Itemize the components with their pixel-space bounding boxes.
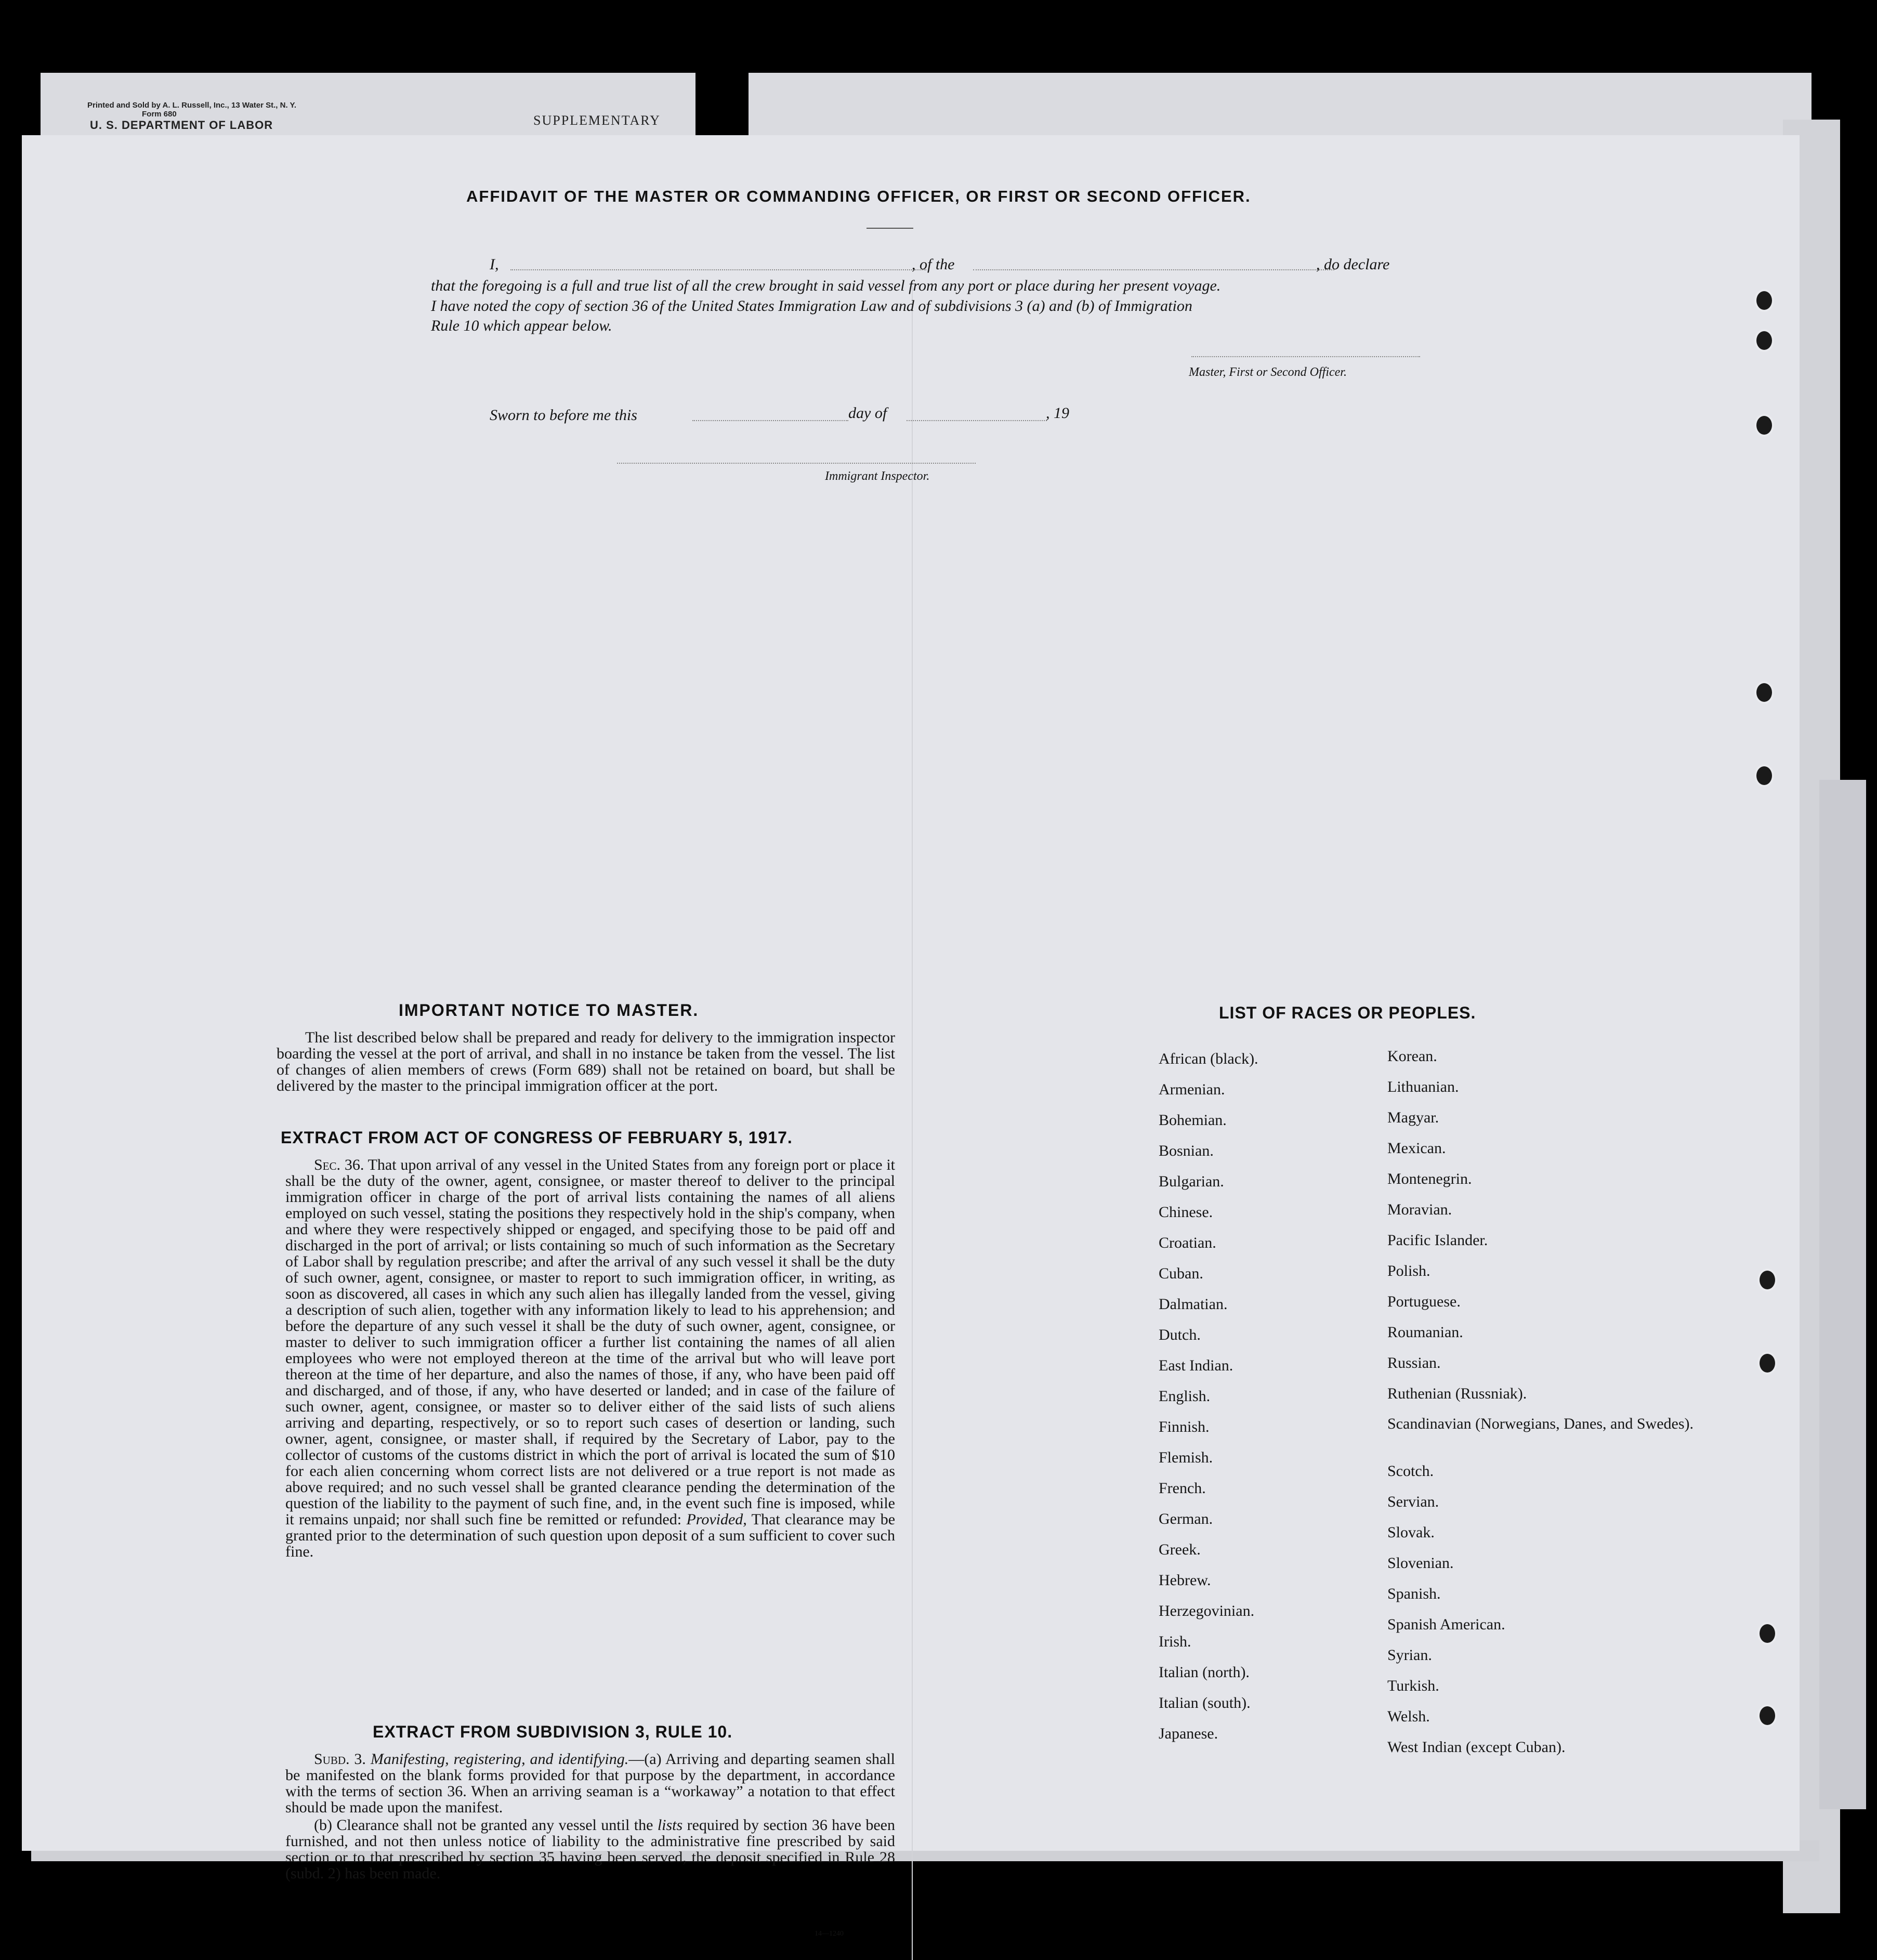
sworn-day-of: day of [848,404,887,422]
proviso-text: That clearance may be granted prior to the determination of such question upon deposit of a sum sufficient to cover such fine. [285,1511,896,1560]
races-left-column [1159,1050,1367,1756]
race-item: Bulgarian. [1159,1173,1224,1190]
page-fold [912,286,913,1960]
printer-line: Printed and Sold by A. L. Russell, Inc., 13 Water St., N. Y. [87,101,297,110]
act-text [285,1157,895,1560]
punch-hole [1754,289,1774,312]
punch-hole [1757,1269,1777,1291]
race-item: Ruthenian (Russniak). [1387,1385,1527,1402]
subd-para-b-start: (b) Clearance shall not be granted any vessel until the [314,1817,653,1834]
section-label: Sec. 36. [314,1156,364,1173]
affidavit-do-declare: , do declare [1316,256,1390,273]
rule-title: EXTRACT FROM SUBDIVISION 3, RULE 10. [373,1722,733,1741]
race-item: Turkish. [1387,1677,1439,1694]
races-right-column [1387,1048,1694,1769]
race-item: Roumanian. [1387,1324,1463,1341]
race-item: Finnish. [1159,1418,1210,1435]
vessel-field [973,269,1334,270]
race-item: Spanish. [1387,1585,1441,1602]
race-item: Bosnian. [1159,1142,1214,1159]
subd-label: Subd. 3. [314,1750,366,1768]
race-item: Scotch. [1387,1462,1434,1480]
punch-hole [1757,1704,1777,1727]
race-item: Bohemian. [1159,1112,1227,1129]
race-item: Servian. [1387,1493,1439,1510]
race-item: Magyar. [1387,1109,1439,1126]
punch-hole [1757,1622,1777,1645]
notice-title: IMPORTANT NOTICE TO MASTER. [399,1001,699,1020]
race-item: Italian (north). [1159,1664,1250,1681]
race-item: Scandinavian (Norwegians, Danes, and Swedes). [1387,1415,1694,1432]
races-title: LIST OF RACES OR PEOPLES. [1219,1003,1476,1022]
proviso-word: Provided, [686,1511,747,1528]
race-item: Greek. [1159,1541,1201,1558]
affidavit-line-3: I have noted the copy of section 36 of the United States Immigration Law and of subdivisions 3 (a) and (b) of Immigration [431,297,1192,315]
race-item: Flemish. [1159,1449,1213,1466]
affidavit-title: AFFIDAVIT OF THE MASTER OR COMMANDING OFFICER, OR FIRST OR SECOND OFFICER. [466,187,1251,205]
race-item: Herzegovinian. [1159,1602,1255,1619]
title-rule [867,228,913,229]
punch-hole [1754,414,1774,437]
sworn-label: Sworn to before me this [490,407,637,424]
department-label: U. S. DEPARTMENT OF LABOR [90,119,273,132]
race-item: Slovak. [1387,1524,1435,1541]
supplementary-label: SUPPLEMENTARY [533,113,661,128]
name-field [510,269,926,270]
race-item: Chinese. [1159,1204,1213,1221]
affidavit-line-4: Rule 10 which appear below. [431,317,612,334]
print-code: 14—1240 [815,1930,844,1938]
race-item: Polish. [1387,1262,1430,1279]
race-item: Japanese. [1159,1725,1218,1742]
race-item: Welsh. [1387,1708,1430,1725]
race-item: Portuguese. [1387,1293,1461,1310]
race-item: Irish. [1159,1633,1191,1650]
punch-hole [1754,329,1774,352]
race-item: Spanish American. [1387,1616,1505,1633]
affidavit-i: I, [490,256,499,273]
signature-line [1191,356,1420,357]
race-item: Korean. [1387,1048,1437,1065]
race-item: French. [1159,1480,1206,1497]
inspector-line [617,463,976,464]
subd-para-b-lists: lists [657,1817,683,1834]
race-item: Syrian. [1387,1647,1432,1664]
notice-text: The list described below shall be prepared and ready for delivery to the immigration inspector boarding the vessel at the port of arrival, and shall in no instance be taken from the vessel. The list of changes of alien members of crews (Form 689) shall not be retained on board, but shall be delivered by the master to the principal immigration officer at the port. [277,1029,895,1094]
affidavit-line-2: that the foregoing is a full and true list of all the crew brought in said vessel from any port or place during her present voyage. [431,277,1221,294]
form-number: Form 680 [142,110,177,119]
act-title: EXTRACT FROM ACT OF CONGRESS OF FEBRUARY 5, 1917. [281,1128,793,1147]
race-item: Cuban. [1159,1265,1203,1282]
subd-para-a: —(a) Arriving and departing seamen shall be manifested on the blank forms provided for that purpose by the department, in accordance with the terms of section 36. When an arriving seaman is a “workaway” a notation to that effect should be made upon the manifest. [285,1750,895,1816]
rule-para-a [285,1751,895,1815]
inspector-label: Immigrant Inspector. [825,469,930,483]
race-item: West Indian (except Cuban). [1387,1739,1566,1756]
document-page [22,135,1800,1938]
race-item: English. [1159,1388,1211,1405]
back-sheet-edge-lower [1819,780,1866,1809]
race-item: East Indian. [1159,1357,1233,1374]
sworn-month-field [907,420,1047,421]
rule-para-b [285,1817,895,1881]
race-item: Dalmatian. [1159,1296,1228,1313]
sworn-year: , 19 [1046,404,1069,422]
signature-label: Master, First or Second Officer. [1189,365,1347,379]
race-item: Montenegrin. [1387,1170,1472,1187]
race-item: Italian (south). [1159,1694,1251,1711]
race-item: Dutch. [1159,1326,1201,1343]
race-item: Slovenian. [1387,1554,1454,1572]
race-item: Moravian. [1387,1201,1452,1218]
race-item: Hebrew. [1159,1572,1211,1589]
race-item: African (black). [1159,1050,1258,1067]
race-item: Croatian. [1159,1234,1216,1251]
punch-hole [1754,681,1774,704]
sworn-day-field [692,420,848,421]
subd-heading: Manifesting, registering, and identifying. [370,1750,629,1768]
affidavit-of-the: , of the [912,256,955,273]
race-item: Armenian. [1159,1081,1225,1098]
race-item: Lithuanian. [1387,1078,1459,1095]
race-item: Russian. [1387,1354,1441,1371]
subd-para-b-rest: required by section 36 have been furnished, and not then unless notice of liability to the administrative fine prescribed by said section or to that prescribed by section 35 having been served, the deposit specified in Rule 28 (subd. 2) has been made. [285,1817,895,1882]
punch-hole [1754,764,1774,787]
act-body: That upon arrival of any vessel in the United States from any foreign port or place it shall be the duty of the owner, agent, consignee, or master thereof to deliver to the principal immigration officer in charge of the port of arrival lists containing the names of all aliens employed on such vessel, stating the positions they respectively hold in the ship's company, when and where they were respectively shipped or engaged, and specifying those to be paid off and discharged in the port of arrival; or lists containing so much of such information as the Secretary of Labor shall by regulation prescribe; and after the arrival of any such vessel it shall be the duty of such owner, agent, consignee, or master to report to such immigration officer, in writing, as soon as discovered, all cases in which any such alien has illegally landed from the vessel, giving a description of such alien, together with any information likely to lead to his apprehension; and before the departure of any such vessel it shall be the duty of such owner, agent, consignee, or master to deliver to such immigration officer a further list containing the names of all alien employees who were not employed thereon at the time of the arrival but who will leave port thereon at the time of her departure, and also the names of those, if any, who have been paid off and discharged, and of those, if any, who have deserted or landed; and in case of the failure of such owner, agent, consignee, or master so to deliver either of the said lists of such aliens arriving and departing, respectively, or so to report such cases of desertion or landing, such owner, agent, consignee, or master shall, if required by the Secretary of Labor, pay to the collector of customs of the customs district in which the port of arrival is located the sum of $10 for each alien concerning whom correct lists are not delivered or a true report is not made as above required; and no such vessel shall be granted clearance pending the determination of the question of the liability to the payment of such fine, and, in the event such fine is imposed, while it remains unpaid; nor shall such fine be remitted or refunded: [285,1156,896,1528]
race-item: Mexican. [1387,1140,1446,1157]
race-item: German. [1159,1510,1213,1527]
race-item: Pacific Islander. [1387,1232,1488,1249]
punch-hole [1757,1352,1777,1375]
